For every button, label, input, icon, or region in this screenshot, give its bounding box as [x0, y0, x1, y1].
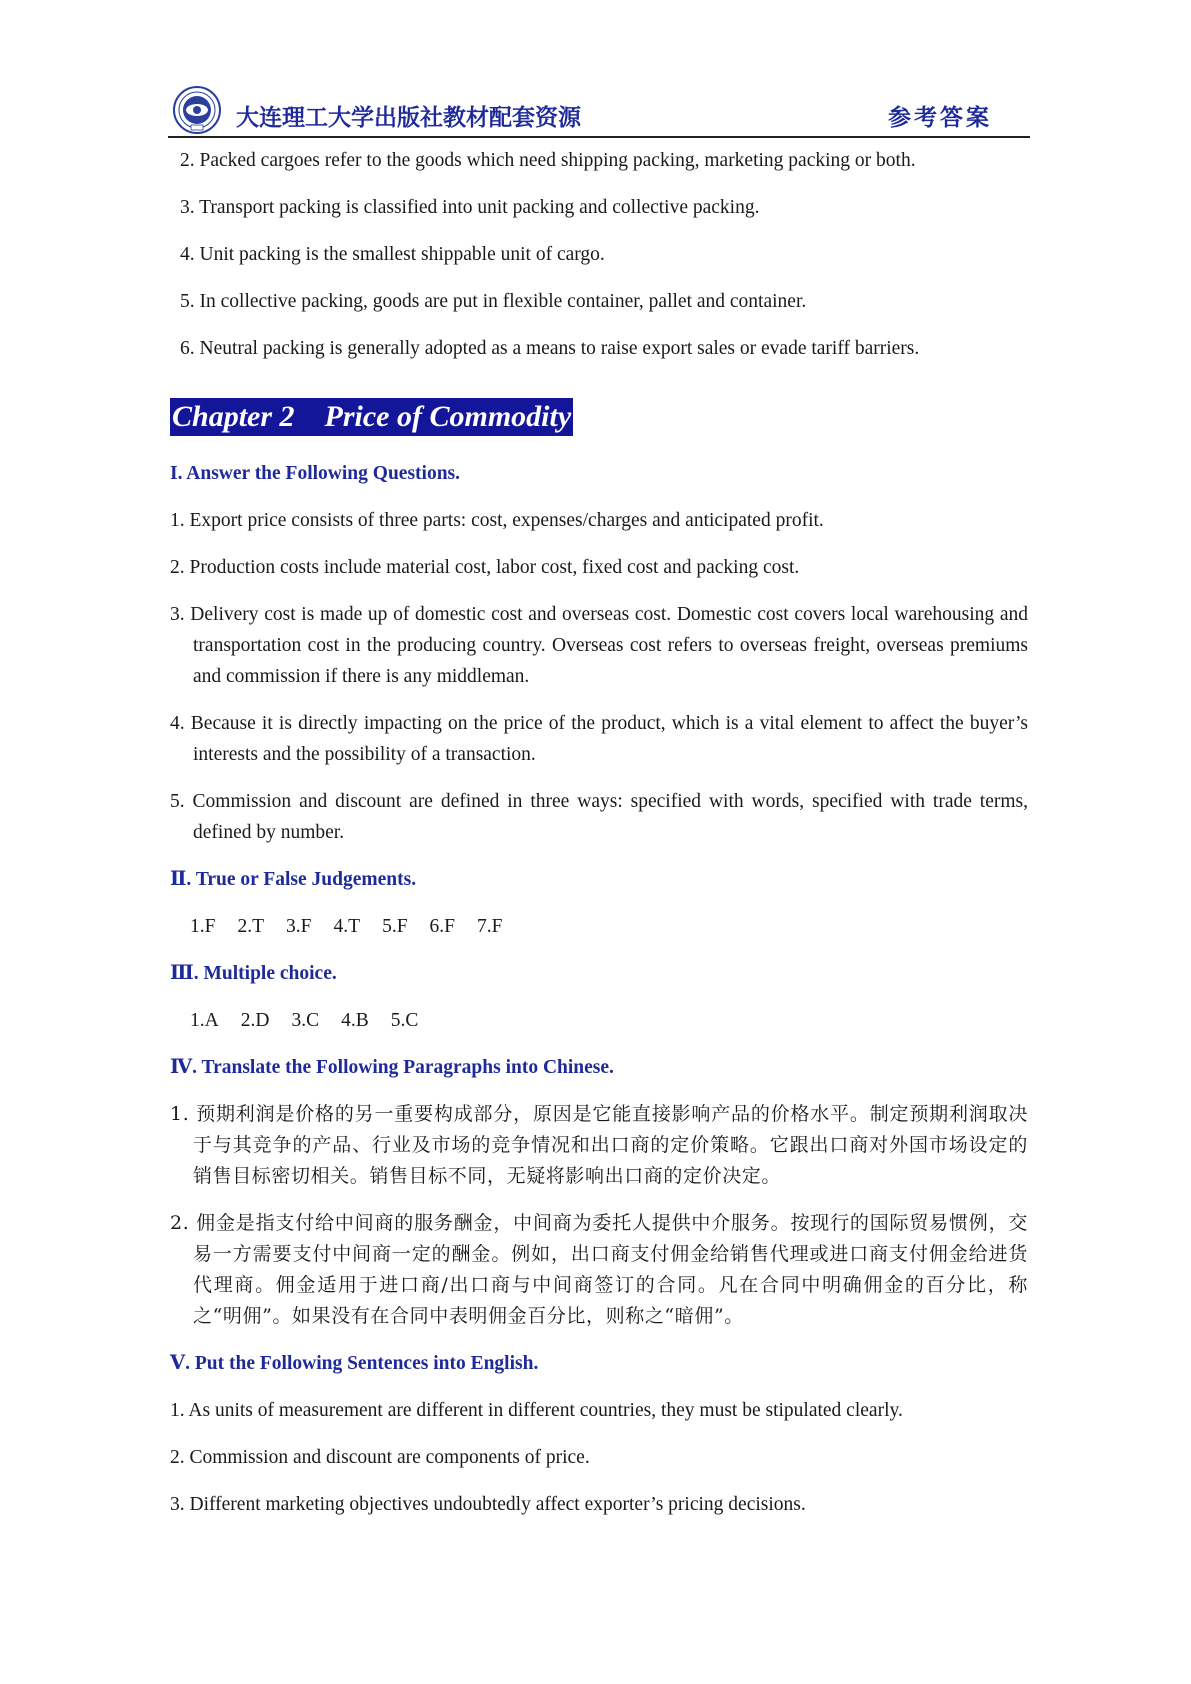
header-title: 大连理工大学出版社教材配套资源 [236, 105, 581, 131]
list-item: 6. Neutral packing is generally adopted as a means to raise export sales or evade tariff barriers. [180, 338, 920, 359]
section-heading-3: Ⅲ. Multiple choice. [170, 963, 337, 984]
list-item: 3. Different marketing objectives undoubtedly affect exporter’s pricing decisions. [170, 1494, 806, 1515]
section-heading-4: Ⅳ. Translate the Following Paragraphs into Chinese. [170, 1057, 614, 1078]
list-item: 3. Transport packing is classified into unit packing and collective packing. [180, 197, 760, 218]
section-heading-1: I. Answer the Following Questions. [170, 463, 461, 484]
list-item: 1. Export price consists of three parts: cost, expenses/charges and anticipated profit. [170, 510, 824, 531]
list-item: 2. Packed cargoes refer to the goods which need shipping packing, marketing packing or both. [180, 150, 916, 171]
list-item: 4. Because it is directly impacting on the price of the product, which is a vital element to affect the buyer’s interests and the possibility of a transaction. [170, 713, 1028, 765]
answer-item: 6.F [429, 916, 456, 937]
answer-item: 1.F [190, 916, 216, 937]
list-item: 4. Unit packing is the smallest shippable unit of cargo. [180, 244, 605, 265]
answer-item: 2.D [240, 1010, 270, 1031]
list-item: 2. 佣金是指支付给中间商的服务酬金，中间商为委托人提供中介服务。按现行的国际贸易惯例，交易一方需要支付中间商一定的酬金。例如，出口商支付佣金给销售代理或进口商支付佣金给进货代理商。佣金适用于进口商/出口商与中间商签订的合同。凡在合同中明确佣金的百分比，称之“明佣”。如果没有在合同中表明佣金百分比，则称之“暗佣”。 [170, 1212, 1028, 1327]
section-heading-5: Ⅴ. Put the Following Sentences into English. [170, 1353, 539, 1374]
section-heading-2: Ⅱ. True or False Judgements. [170, 869, 417, 890]
header-answer-label: 参考答案 [888, 105, 992, 131]
list-item: 1. 预期利润是价格的另一重要构成部分，原因是它能直接影响产品的价格水平。制定预期利润取决于与其竞争的产品、行业及市场的竞争情况和出口商的定价策略。它跟出口商对外国市场设定的销售目标密切相关。销售目标不同，无疑将影响出口商的定价决定。 [170, 1103, 1028, 1187]
answer-item: 4.B [341, 1010, 369, 1031]
list-item: 2. Commission and discount are components of price. [170, 1447, 590, 1468]
answer-item: 5.F [382, 916, 408, 937]
chapter-title: Chapter 2 Price of Commodity [170, 398, 573, 436]
answer-item: 2.T [237, 916, 265, 937]
list-item: 1. As units of measurement are different in different countries, they must be stipulated clearly. [170, 1400, 903, 1421]
answer-item: 7.F [477, 916, 503, 937]
true-false-answers [190, 911, 1028, 942]
page-header [168, 84, 1030, 138]
list-item: 5. Commission and discount are defined in three ways: specified with words, specified with trade terms, defined by number. [170, 791, 1028, 843]
multiple-choice-answers [190, 1005, 1028, 1036]
page-content [170, 145, 1028, 1536]
answer-item: 3.F [286, 916, 312, 937]
answer-item: 3.C [291, 1010, 320, 1031]
list-item: 3. Delivery cost is made up of domestic cost and overseas cost. Domestic cost covers local warehousing and transportation cost in the producing country. Overseas cost refers to overseas freight, overseas premiums and commission if there is any middleman. [170, 604, 1028, 687]
list-item: 2. Production costs include material cost, labor cost, fixed cost and packing cost. [170, 557, 800, 578]
answer-item: 1.A [190, 1010, 219, 1031]
list-item: 5. In collective packing, goods are put in flexible container, pallet and container. [180, 291, 807, 312]
university-logo-icon [172, 85, 222, 135]
answer-item: 5.C [390, 1010, 419, 1031]
answer-item: 4.T [333, 916, 361, 937]
